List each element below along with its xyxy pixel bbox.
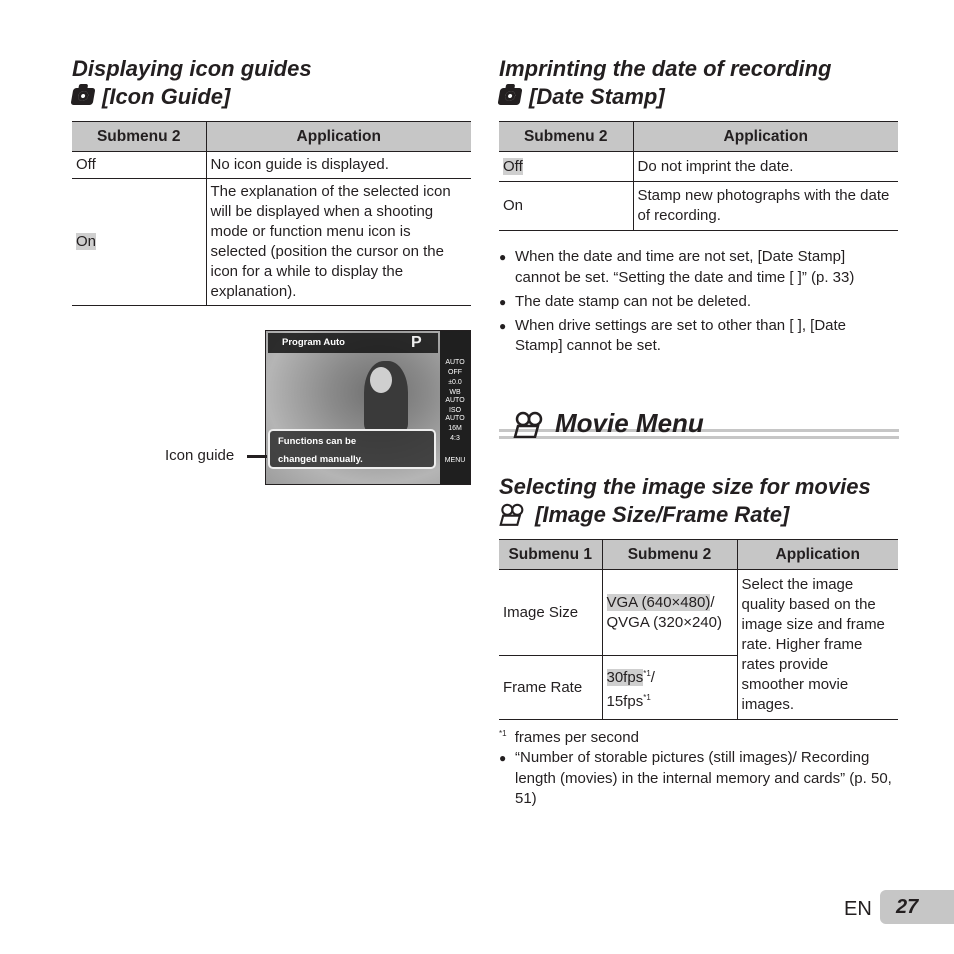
qvga-option: QVGA (320×240) [606,613,722,631]
page-number: 27 [880,890,954,924]
date-stamp-notes [499,247,894,360]
image-size-title [499,473,871,529]
date-stamp-table [499,121,898,231]
guide-line2: changed manually. [278,454,363,465]
icon-guide-box [268,429,436,469]
application-text: Do not imprint the date. [633,152,898,182]
submenu-off: Off [76,156,96,173]
camera-icon [71,88,96,105]
photo-subject-face [370,367,392,393]
note-item: ● The date stamp can not be deleted. [499,292,894,313]
icon-guide-title-line2: [Icon Guide] [102,84,231,109]
table-row: Image Size VGA (640×480)/ QVGA (320×240) Select the image quality based on the image size and frame rate. Higher frame rates provide smoother movie images. [499,570,898,656]
col-application: Application [206,122,471,152]
camera-screen-illustration [265,330,471,485]
table-row [499,182,898,231]
callout-leader-line [247,455,267,458]
program-mode-badge: P [411,334,422,351]
image-size-title-line2: [Image Size/Frame Rate] [535,502,790,527]
icon-guide-table [72,121,471,306]
aspect-ratio-icon: 4:3 [450,435,460,442]
vga-option: VGA (640×480) [606,593,711,611]
iso-auto-icon: ISO AUTO [445,407,465,422]
movie-camera-icon [499,502,529,526]
self-timer-off-icon: OFF [448,369,462,376]
footnote-mark: *1 [643,692,651,702]
menu-label: MENU [444,457,466,464]
table-header-row [72,122,471,152]
date-stamp-title [499,55,831,111]
movie-menu-title: Movie Menu [555,408,704,438]
footnote [499,724,639,748]
image-size-notes [499,748,894,813]
application-text: The explanation of the selected icon will be displayed when a shooting mode or function menu icon is selected (position the cursor on the icon for a while to display the explanation). [206,179,471,306]
table-row [72,179,471,306]
footnote-text: frames per second [514,729,639,746]
col-submenu2: Submenu 2 [499,122,633,152]
settings-sidebar [440,331,470,484]
application-text: No icon guide is displayed. [206,152,471,179]
icon-guide-title-line1: Displaying icon guides [72,56,312,81]
icon-guide-callout: Icon guide [165,447,235,464]
footnote-mark: *1 [499,729,507,738]
table-header-row [499,540,898,570]
exposure-value: ±0.0 [448,379,462,386]
camera-icon [498,88,523,105]
guide-line1: Functions can be [278,436,357,447]
image-size-title-line1: Selecting the image size for movies [499,474,871,499]
col-submenu1: Submenu 1 [499,540,602,570]
mode-bar: Program Auto [268,333,438,353]
submenu-on: On [76,233,97,250]
icon-guide-title [72,55,312,111]
image-size-icon: 16M [448,425,462,432]
note-item: ● When drive settings are set to other than [ ], [Date Stamp] cannot be set. [499,316,894,357]
application-text: Stamp new photographs with the date of recording. [633,182,898,231]
table-header-row [499,122,898,152]
fps30-option: 30fps [606,668,644,686]
note-item: ● “Number of storable pictures (still images)/ Recording length (movies) in the internal memory and cards” (p. 50, 51) [499,748,894,810]
wb-auto-icon: WB AUTO [445,389,465,404]
submenu-on: On [503,197,524,214]
language-label: EN [844,898,872,920]
col-application: Application [633,122,898,152]
col-submenu2: Submenu 2 [72,122,206,152]
movie-camera-icon [513,410,549,438]
movie-menu-heading [499,405,899,445]
image-size-table [499,539,898,720]
date-stamp-title-line1: Imprinting the date of recording [499,56,832,81]
col-application: Application [737,540,898,570]
frame-rate-label: Frame Rate [499,656,602,720]
table-row [499,152,898,182]
flash-auto-icon: AUTO [445,359,465,366]
col-submenu2: Submenu 2 [602,540,737,570]
table-row: Frame Rate 30fps$^{*1}$/ 15fps$^{*1}$ [499,656,898,720]
image-size-label: Image Size [499,570,602,656]
image-size-application: Select the image quality based on the image size and frame rate. Higher frame rates provide smoother movie images. [737,570,898,720]
footnote-mark: *1 [643,668,651,678]
submenu-off: Off [503,157,523,175]
date-stamp-title-line2: [Date Stamp] [529,84,665,109]
note-item: ● When the date and time are not set, [Date Stamp] cannot be set. “Setting the date and time [ ]” (p. 33) [499,247,894,288]
table-row [72,152,471,179]
fps15-option: 15fps [606,692,644,710]
